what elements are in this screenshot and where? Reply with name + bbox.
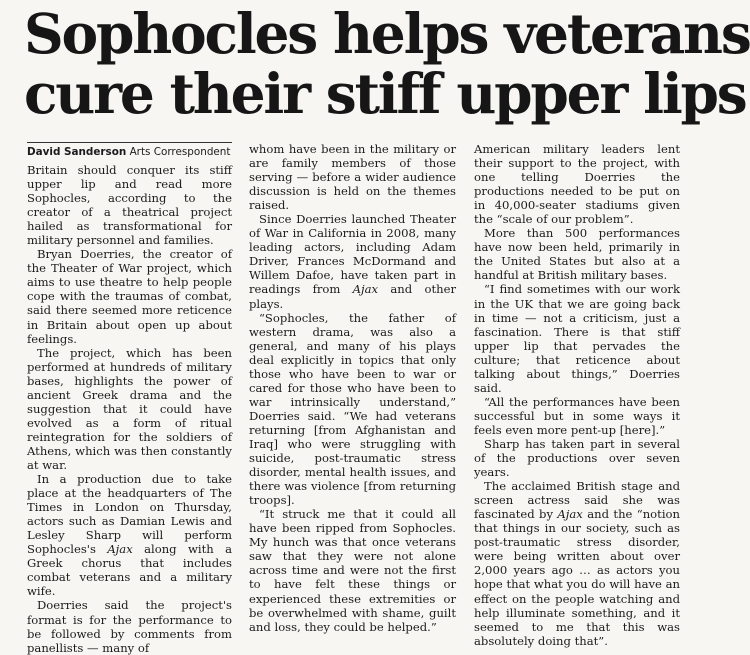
paragraph: American military leaders lent their support to the project, with one telling Doerries the productions needed to be put on in 40,000-seater stadiums given the “scale of our problem”. — [474, 142, 680, 227]
play-title: Ajax — [352, 282, 379, 297]
paragraph: Doerries said the project's format is for the performance to be followed by comments from panellists — many of — [27, 598, 232, 655]
play-title: Ajax — [557, 507, 583, 522]
paragraph: Britain should conquer its stiff upper lip and read more Sophocles, according to the creator of a theatrical project hailed as transformational for military personnel and families. — [27, 163, 232, 248]
headline-line-1: Sophocles helps veterans — [24, 1, 750, 66]
paragraph: “All the performances have been successful but in some ways it feels even more pent-up [here].” — [474, 394, 680, 437]
paragraph: In a production due to take place at the headquarters of The Times in London on Thursday, actors such as Damian Lewis and Lesley Sharp will perform Sophocles's Ajax along with a Greek chorus that includes combat veterans and a military wife. — [27, 472, 232, 599]
byline-rule — [27, 142, 232, 143]
paragraph: The project, which has been performed at hundreds of military bases, highlights the power of ancient Greek drama and the suggestion that it could have evolved as a form of ritual reintegration for the soldiers of Athens, which was then constantly at war. — [27, 345, 232, 472]
headline — [24, 1, 750, 126]
paragraph: “I find sometimes with our work in the UK that we are going back in time — not a criticism, just a fascination. There is that stiff upper lip that pervades the culture; that reticence about talking about things,” Doerries said. — [474, 282, 680, 395]
paragraph: Sharp has taken part in several of the productions over seven years. — [474, 436, 680, 480]
article-column-2 — [249, 142, 456, 634]
paragraph: “Sophocles, the father of western drama, was also a general, and many of his plays deal explicitly in topics that only those who have been to war or cared for those who have been to war intrinsically understand,” Doerries said. “We had veterans returning [from Afghanistan and Iraq] who were struggling with suicide, post-traumatic stress disorder, mental health issues, and there was violence [from returning troops]. — [249, 310, 456, 508]
paragraph: “It struck me that it could all have been ripped from Sophocles. My hunch was that once veterans saw that they were not alone across time and were not the first to have felt these things or experienced these extremities or be overwhelmed with shame, guilt and loss, they could be helped.” — [249, 507, 456, 634]
paragraph: The acclaimed British stage and screen actress said she was fascinated by Ajax and the “notion that things in our society, such as post-traumatic stress disorder, were being written about over 2,000 years ago … as actors you hope that what you do will have an effect on the people watching and help illuminate something, and it seemed to me that this was absolutely doing that”. — [474, 479, 680, 648]
headline-line-2: cure their stiff upper lips — [24, 61, 746, 126]
paragraph: Bryan Doerries, the creator of the Theater of War project, which aims to use theatre to help people cope with the traumas of combat, said there seemed more reticence in Britain about open up about feelings. — [27, 247, 232, 346]
byline — [27, 145, 232, 159]
paragraph: Since Doerries launched Theater of War in California in 2008, many leading actors, including Adam Driver, Frances McDormand and Willem Dafoe, have taken part in readings from Ajax and other plays. — [249, 212, 456, 311]
article-column-1 — [27, 142, 232, 655]
article-column-3 — [474, 142, 680, 648]
byline-role: Arts Correspondent — [129, 146, 231, 158]
byline-author: David Sanderson — [27, 146, 127, 158]
play-title: Ajax — [107, 542, 133, 557]
paragraph: More than 500 performances have now been held, primarily in the United States but also at a handful at British military bases. — [474, 226, 680, 283]
paragraph: whom have been in the military or are family members of those serving — before a wider audience discussion is held on the themes raised. — [249, 142, 456, 213]
